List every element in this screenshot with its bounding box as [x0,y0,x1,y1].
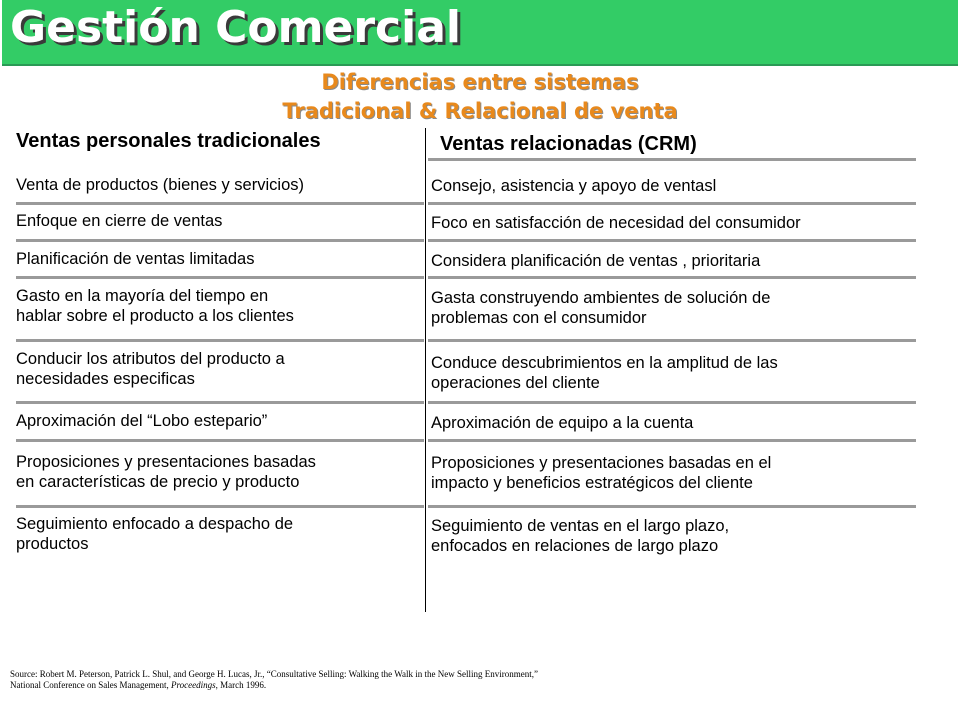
cell-line: Gasto en la mayoría del tiempo en [16,287,269,305]
row-divider [16,439,424,442]
cell-line: necesidades especificas [16,370,195,388]
cell-line: operaciones del cliente [431,374,600,392]
cell-line: en características de precio y producto [16,473,300,491]
row-divider [16,401,424,404]
row-divider [16,202,424,205]
cell-line: Foco en satisfacción de necesidad del consumidor [431,214,801,232]
row-divider [428,158,916,161]
footnote-prefix: National Conference on Sales Management, [10,680,171,690]
cell-line: Considera planificación de ventas , prioritaria [431,252,761,270]
left-column-title: Ventas personales tradicionales [16,130,321,152]
cell-line: Conducir los atributos del producto a [16,350,285,368]
row-divider [428,202,916,205]
source-footnote [10,669,538,691]
row-divider [428,505,916,508]
cell-line: impacto y beneficios estratégicos del cliente [431,474,753,492]
footnote-publication: Proceedings [170,680,216,690]
right-cell [431,516,729,556]
row-divider [16,339,424,342]
subtitle-line-1: Diferencias entre sistemas [321,70,639,94]
right-cell [431,213,801,233]
right-cell [431,353,778,393]
column-divider [425,128,426,612]
row-divider [428,339,916,342]
row-divider [428,439,916,442]
left-cell [16,286,294,326]
row-divider [428,239,916,242]
cell-line: Venta de productos (bienes y servicios) [16,176,304,194]
subtitle-line-2: Tradicional & Relacional de venta [282,99,678,123]
cell-line: Enfoque en cierre de ventas [16,212,223,230]
row-divider [428,276,916,279]
right-cell [431,288,770,328]
footnote-line-2 [10,680,538,691]
cell-line: Proposiciones y presentaciones basadas en el [431,454,772,472]
left-cell [16,411,267,431]
left-cell [16,514,293,554]
left-cell [16,175,304,195]
cell-line: enfocados en relaciones de largo plazo [431,537,719,555]
right-cell [431,251,760,271]
right-column-title: Ventas relacionadas (CRM) [440,133,697,155]
footnote-line-1: Source: Robert M. Peterson, Patrick L. Shul, and George H. Lucas, Jr., “Consultative Selling: Walking the Walk in the New Selling Environment,” [10,669,538,679]
cell-line: hablar sobre el producto a los clientes [16,307,294,325]
left-cell [16,452,316,492]
cell-line: Seguimiento enfocado a despacho de [16,515,294,533]
cell-line: Aproximación del “Lobo estepario” [16,412,268,430]
cell-line: Planificación de ventas limitadas [16,250,255,268]
right-cell [431,413,693,433]
row-divider [428,401,916,404]
cell-line: productos [16,535,89,553]
cell-line: Aproximación de equipo a la cuenta [431,414,694,432]
left-cell [16,349,285,389]
cell-line: Seguimiento de ventas en el largo plazo, [431,517,730,535]
left-cell [16,211,222,231]
footnote-suffix: , March 1996. [215,680,267,690]
cell-line: Proposiciones y presentaciones basadas [16,453,316,471]
cell-line: problemas con el consumidor [431,309,647,327]
slide-title: Gestión Comercial [10,2,461,53]
row-divider [16,505,424,508]
left-cell [16,249,254,269]
cell-line: Consejo, asistencia y apoyo de ventasl [431,177,717,195]
row-divider [16,276,424,279]
cell-line: Gasta construyendo ambientes de solución de [431,289,771,307]
right-cell [431,453,771,493]
right-cell [431,176,716,196]
cell-line: Conduce descubrimientos en la amplitud de las [431,354,778,372]
row-divider [16,239,424,242]
